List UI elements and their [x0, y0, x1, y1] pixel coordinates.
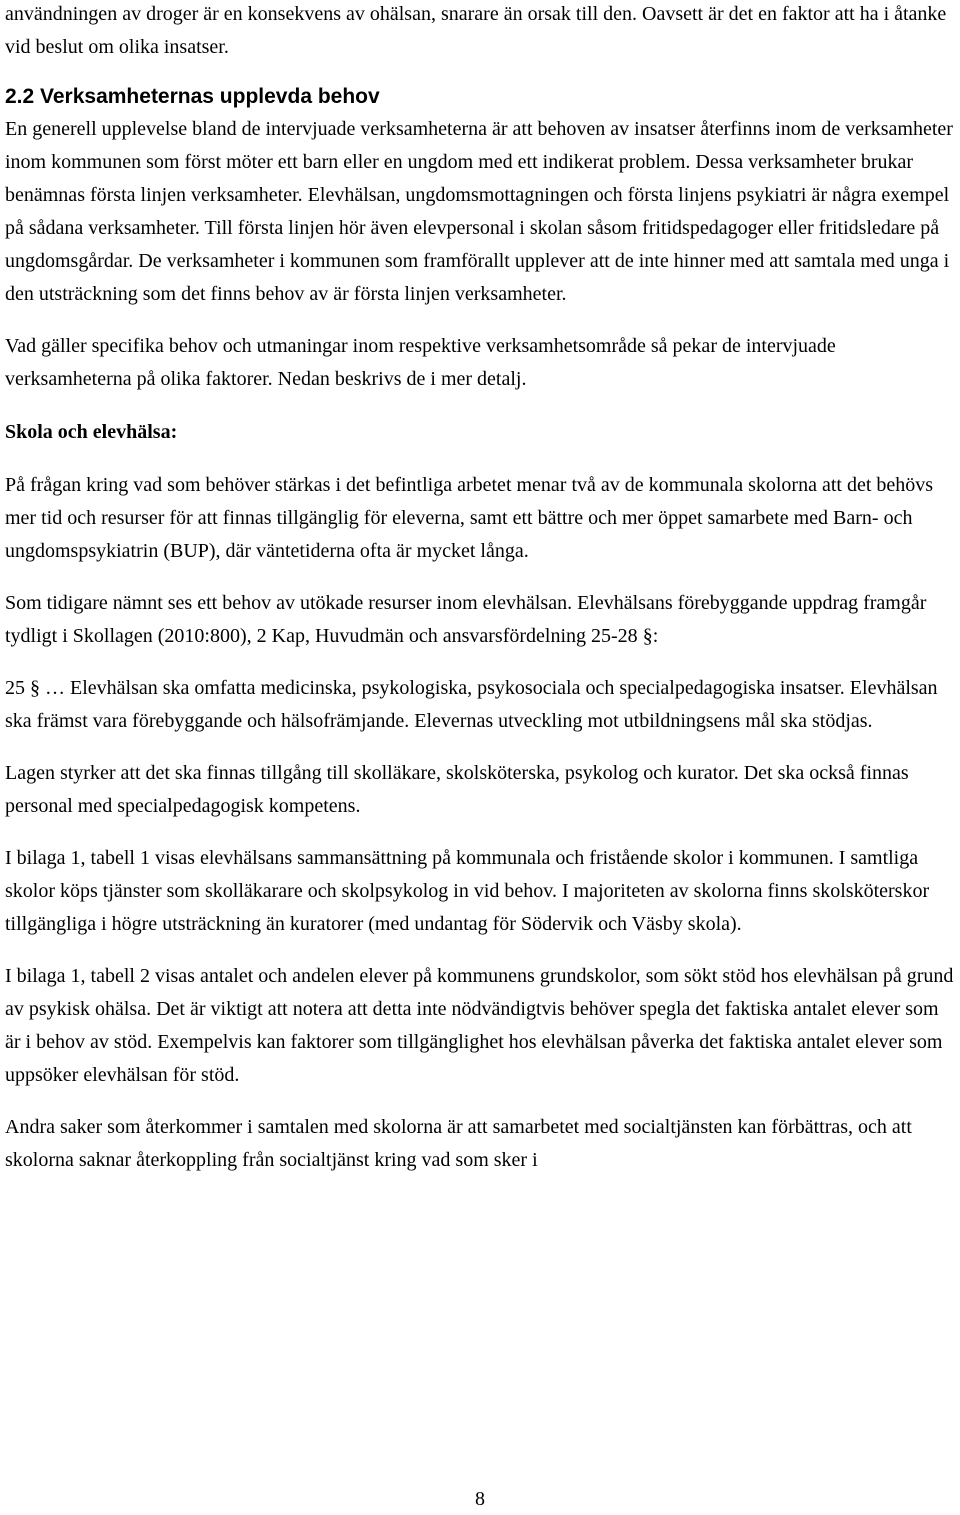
spacer [5, 738, 955, 757]
school-paragraph-3: Lagen styrker att det ska finnas tillgång till skolläkare, skolsköterska, psykolog och kurator. Det ska också finnas personal med specialpedagogisk kompetens. [5, 762, 909, 817]
section-sign: § [642, 625, 653, 647]
intro-paragraph: användningen av droger är en konsekvens av ohälsan, snarare än orsak till den. Oavsett är det en faktor att ha i åtanke vid beslut om olika insatser. [5, 3, 947, 58]
spacer [5, 64, 955, 80]
section-sign: § [30, 677, 40, 699]
subheading-school: Skola och elevhälsa: [5, 421, 178, 443]
school-paragraph-2-end: : [652, 625, 659, 647]
spacer [5, 823, 955, 842]
spacer [5, 568, 955, 587]
page-number: 8 [475, 1488, 485, 1510]
spacer [5, 311, 955, 330]
spacer [5, 653, 955, 672]
law-quote-text: Elevhälsan ska omfatta medicinska, psykologiska, psykosociala och specialpedagogiska insatser. Elevhälsan ska främst vara förebyggande och hälsofrämjande. Elevernas utveckling mot utbildningsens mål ska stödjas. [5, 677, 938, 732]
school-paragraph-1: På frågan kring vad som behöver stärkas i det befintliga arbetet menar två av de kommunala skolorna att det behövs mer tid och resurser för att finnas tillgänglig för eleverna, samt ett bättre och mer öppet samarbete med Barn- och ungdomspsykiatrin (BUP), där väntetiderna ofta är mycket långa. [5, 474, 934, 562]
section-heading: 2.2 Verksamheternas upplevda behov [5, 85, 380, 108]
school-paragraph-6: Andra saker som återkommer i samtalen med skolorna är att samarbetet med socialtjänsten kan förbättras, och att skolorna saknar återkoppling från socialtjänst kring vad som sker i [5, 1116, 912, 1171]
spacer [5, 396, 955, 416]
law-quote [5, 672, 955, 738]
spacer [5, 941, 955, 960]
school-paragraph-2 [5, 587, 955, 653]
school-paragraph-4: I bilaga 1, tabell 1 visas elevhälsans sammansättning på kommunala och fristående skolor i kommunen. I samtliga skolor köps tjänster som skolläkarare och skolpsykolog in vid behov. I majoriteten av skolorna finns skolsköterskor tillgängliga i högre utsträckning än kuratorer (med undantag för Södervik och Väsby skola). [5, 847, 930, 935]
section-paragraph-2: Vad gäller specifika behov och utmaningar inom respektive verksamhetsområde så pekar de intervjuade verksamheterna på olika faktorer. Nedan beskrivs de i mer detalj. [5, 335, 836, 390]
school-paragraph-2-text: Som tidigare nämnt ses ett behov av utökade resurser inom elevhälsan. Elevhälsans förebyggande uppdrag framgår tydligt i Skollagen (2010:800), 2 Kap, Huvudmän och ansvarsfördelning 25-28 [5, 592, 927, 647]
law-quote-ellipsis: … [45, 677, 65, 699]
section-paragraph-1: En generell upplevelse bland de intervjuade verksamheterna är att behoven av insatser återfinns inom de verksamheter inom kommunen som först möter ett barn eller en ungdom med ett indikerat problem. Dessa verksamheter brukar benämnas första linjen verksamheter. Elevhälsan, ungdomsmottagningen och första linjens psykiatri är några exempel på sådana verksamheter. Till första linjen hör även elevpersonal i skolan såsom fritidspedagoger eller fritidsledare på ungdomsgårdar. De verksamheter i kommunen som framförallt upplever att de inte hinner med att samtala med unga i den utsträckning som det finns behov av är första linjen verksamheter. [5, 118, 953, 305]
spacer [5, 449, 955, 469]
law-quote-prefix: 25 [5, 677, 25, 699]
school-paragraph-5: I bilaga 1, tabell 2 visas antalet och andelen elever på kommunens grundskolor, som sökt stöd hos elevhälsan på grund av psykisk ohälsa. Det är viktigt att notera att detta inte nödvändigtvis behöver spegla det faktiska antalet elever som är i behov av stöd. Exempelvis kan faktorer som tillgänglighet hos elevhälsan påverka det faktiska antalet elever som uppsöker elevhälsan för stöd. [5, 965, 954, 1086]
spacer [5, 1092, 955, 1111]
document-page [5, 0, 955, 1177]
